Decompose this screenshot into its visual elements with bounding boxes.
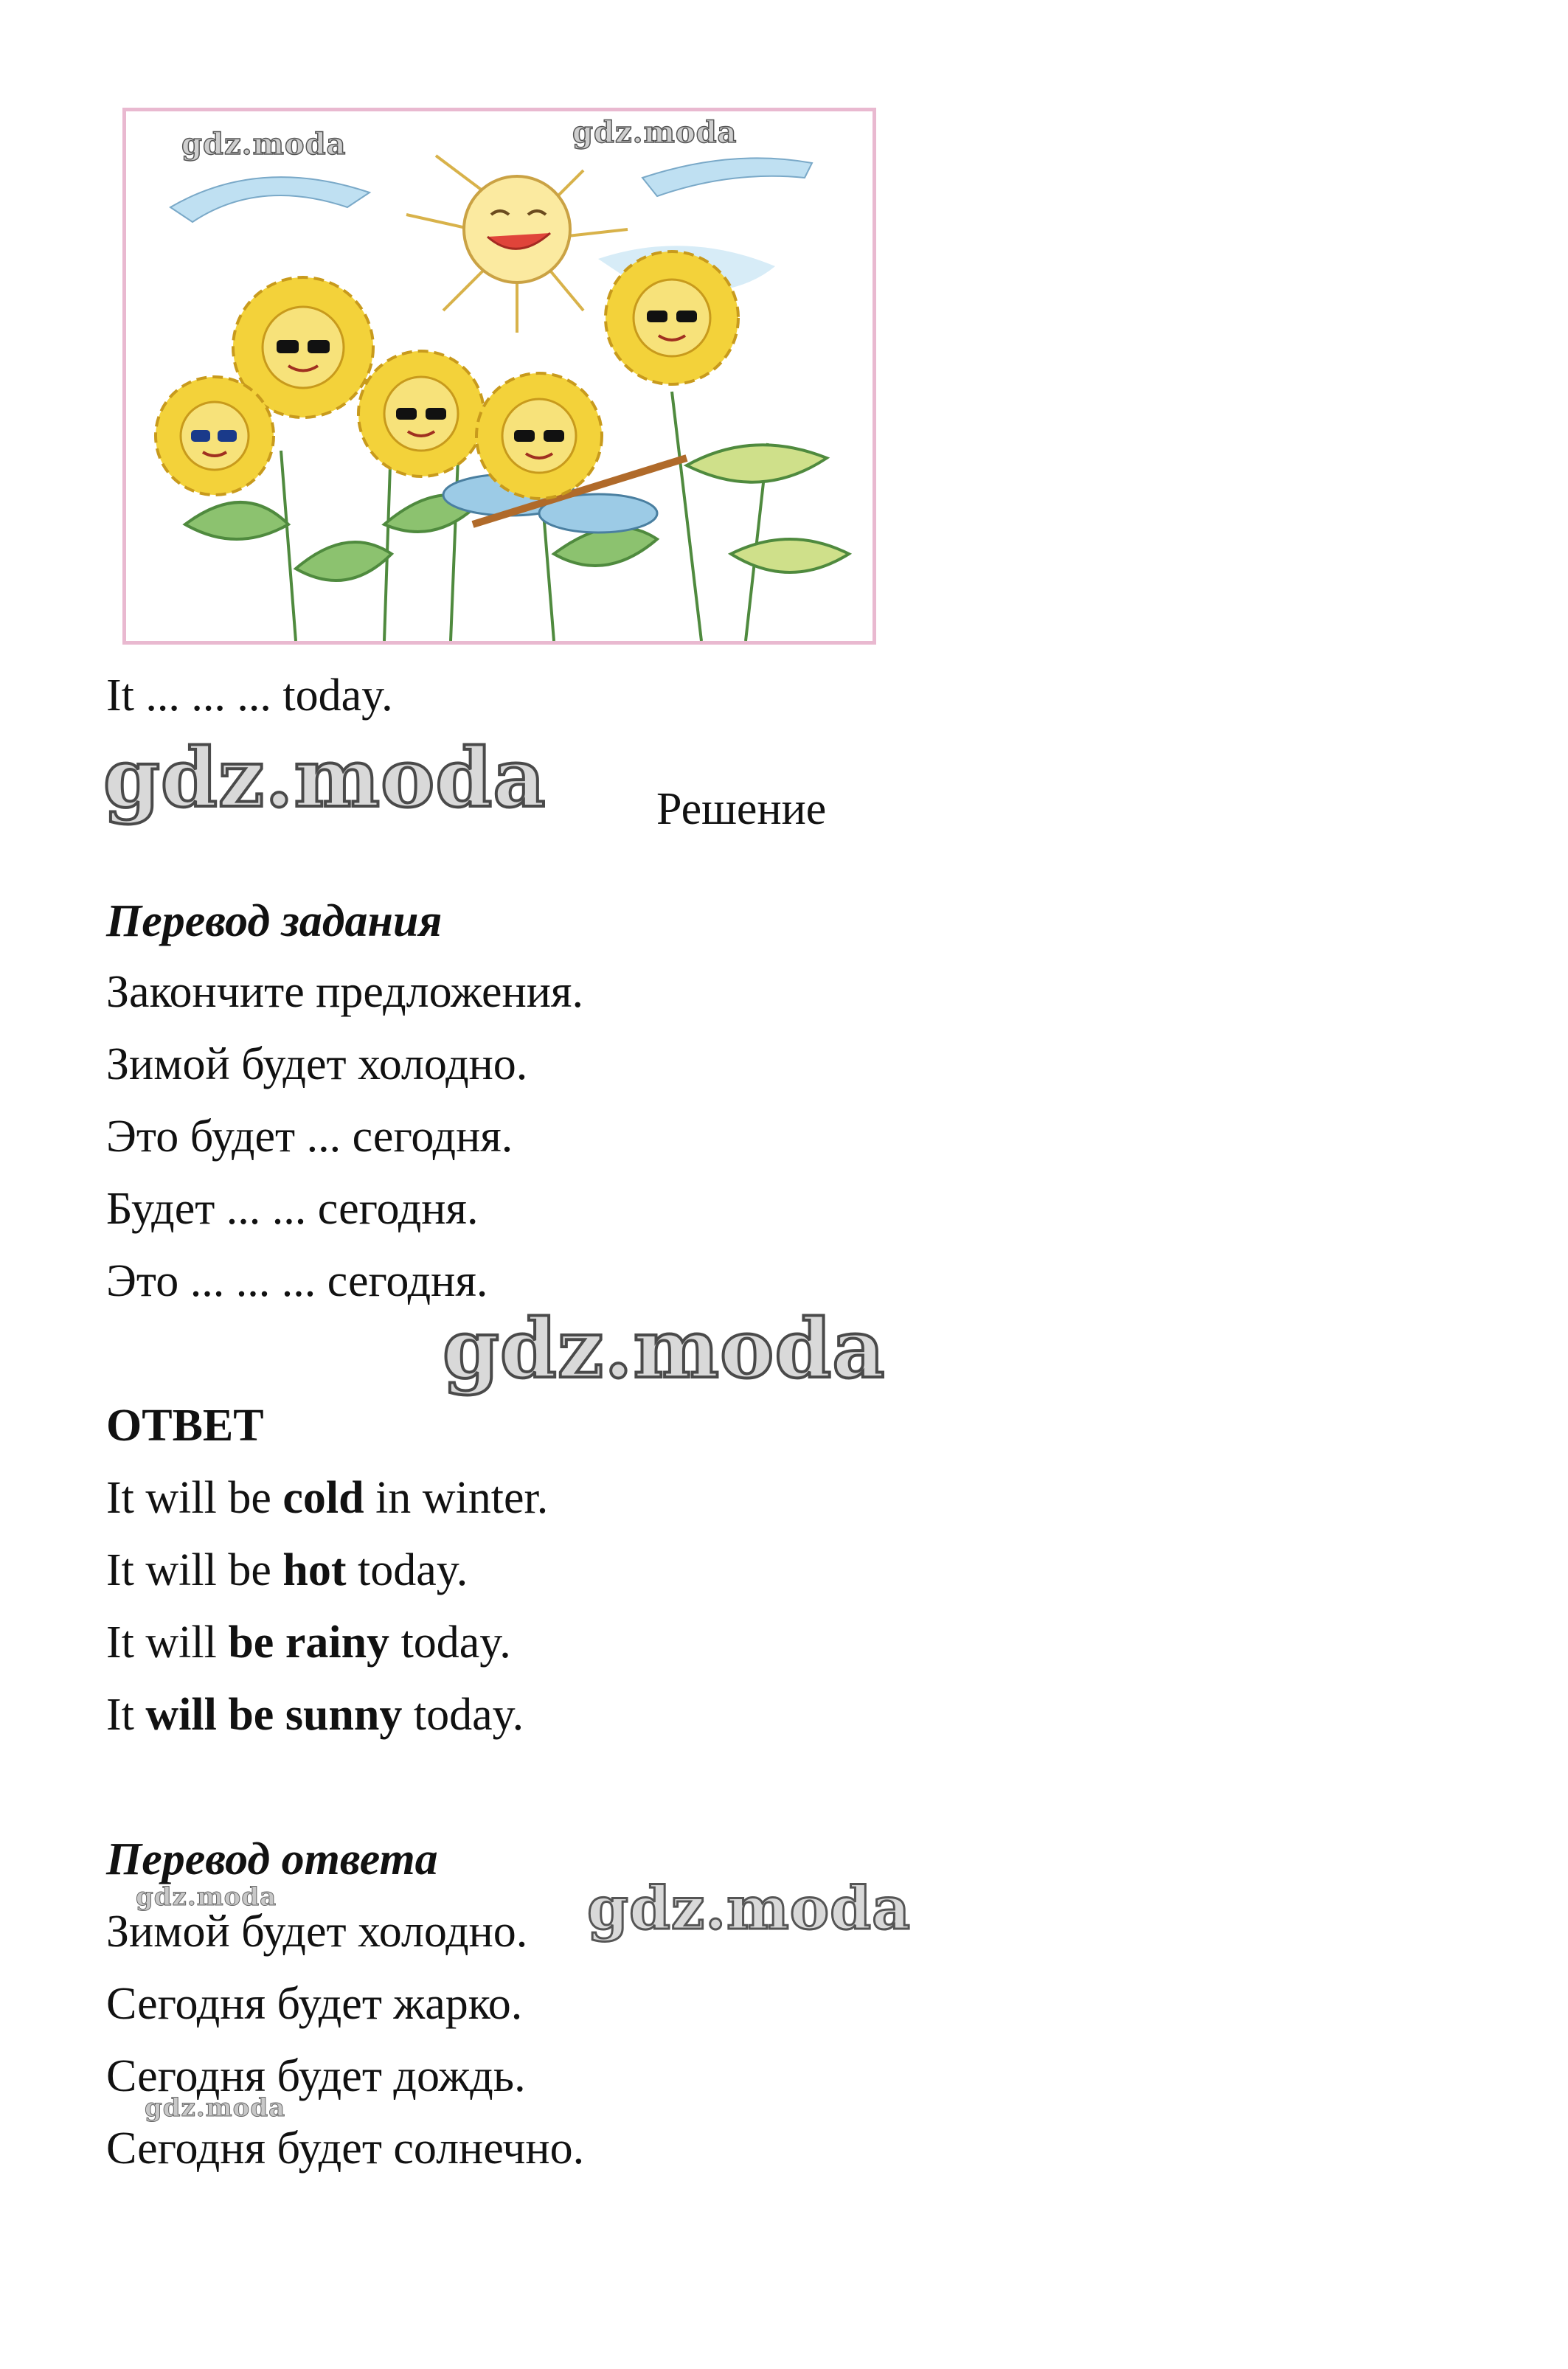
solution-label: Решение (656, 784, 827, 834)
task-translation-line: Закончите предложения. (106, 967, 583, 1017)
answer-translation-line: Зимой будет холодно. (106, 1907, 528, 1957)
watermark: gdz.moda (181, 127, 347, 162)
answer-translation-line: Сегодня будет жарко. (106, 1979, 523, 2029)
task-translation-line: Это ... ... ... сегодня. (106, 1256, 488, 1306)
answer-translation-line: Сегодня будет солнечно. (106, 2123, 585, 2174)
watermark: gdz.moda (103, 730, 547, 825)
task-translation-line: Это будет ... сегодня. (106, 1111, 513, 1162)
answer-heading: ОТВЕТ (106, 1401, 264, 1451)
answer-translation-heading: Перевод ответа (106, 1834, 438, 1884)
task-translation-line: Будет ... ... сегодня. (106, 1184, 479, 1234)
watermark: gdz.moda (136, 1882, 277, 1912)
sunflowers-illustration (122, 108, 876, 645)
task-translation-line: Зимой будет холодно. (106, 1039, 528, 1089)
watermark: gdz.moda (145, 2093, 286, 2123)
task-translation-heading: Перевод задания (106, 896, 443, 946)
answer-line: It will be sunny today. (106, 1690, 524, 1740)
answer-line: It will be hot today. (106, 1545, 468, 1595)
watermark: gdz.moda (587, 1873, 911, 1943)
answer-line: It will be rainy today. (106, 1617, 511, 1668)
watermark: gdz.moda (572, 115, 738, 150)
answer-translation-line: Сегодня будет дождь. (106, 2051, 526, 2101)
sunflowers-drawing (126, 111, 873, 641)
task-sentence: It ... ... ... today. (106, 670, 393, 721)
answer-line: It will be cold in winter. (106, 1473, 549, 1523)
watermark: gdz.moda (443, 1301, 886, 1396)
